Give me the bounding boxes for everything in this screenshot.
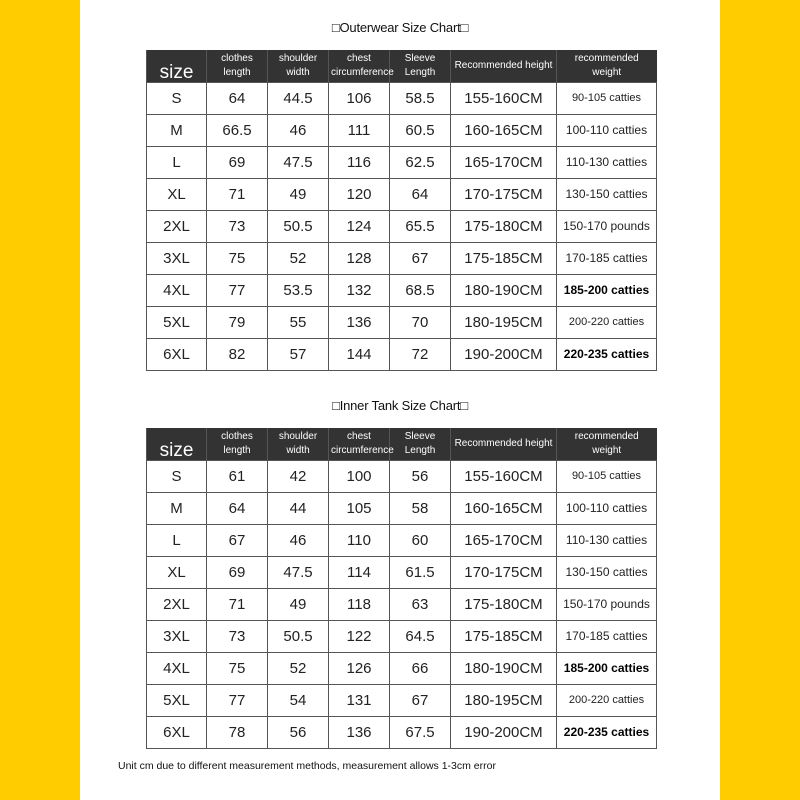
table-cell: 47.5 xyxy=(268,556,329,588)
table-cell: 71 xyxy=(207,588,268,620)
table-cell: 110-130 catties xyxy=(557,524,657,556)
table-cell: 52 xyxy=(268,242,329,274)
size-cell: S xyxy=(147,82,207,114)
table-cell: 73 xyxy=(207,210,268,242)
header-cell: Recommended height xyxy=(451,428,557,460)
table-cell: 49 xyxy=(268,588,329,620)
header-cell: recommended weight xyxy=(557,428,657,460)
table-row xyxy=(147,524,657,556)
table-cell: 52 xyxy=(268,652,329,684)
table-cell: 160-165CM xyxy=(451,114,557,146)
table-cell: 106 xyxy=(329,82,390,114)
table-cell: 44.5 xyxy=(268,82,329,114)
table-cell: 120 xyxy=(329,178,390,210)
outerwear-title: □Outerwear Size Chart□ xyxy=(331,20,469,35)
table-row xyxy=(147,178,657,210)
table-cell: 170-185 catties xyxy=(557,620,657,652)
table-cell: 150-170 pounds xyxy=(557,588,657,620)
table-cell: 61.5 xyxy=(390,556,451,588)
table-cell: 124 xyxy=(329,210,390,242)
table-cell: 46 xyxy=(268,524,329,556)
size-cell: 2XL xyxy=(147,210,207,242)
size-cell: 3XL xyxy=(147,242,207,274)
table-cell: 68.5 xyxy=(390,274,451,306)
table-cell: 58 xyxy=(390,492,451,524)
size-cell: M xyxy=(147,114,207,146)
table-cell: 57 xyxy=(268,338,329,370)
table-cell: 42 xyxy=(268,460,329,492)
header-cell: shoulder width xyxy=(268,50,329,82)
table-row xyxy=(147,274,657,306)
table-cell: 144 xyxy=(329,338,390,370)
table-cell: 73 xyxy=(207,620,268,652)
table-cell: 131 xyxy=(329,684,390,716)
table-cell: 122 xyxy=(329,620,390,652)
table-row xyxy=(147,684,657,716)
table-cell: 58.5 xyxy=(390,82,451,114)
measurement-note: Unit cm due to different measurement methods, measurement allows 1-3cm error xyxy=(118,760,496,772)
table-cell: 78 xyxy=(207,716,268,748)
size-cell: 3XL xyxy=(147,620,207,652)
header-cell: size xyxy=(147,428,207,460)
table-cell: 65.5 xyxy=(390,210,451,242)
table-cell: 66.5 xyxy=(207,114,268,146)
table-row xyxy=(147,556,657,588)
table-cell: 82 xyxy=(207,338,268,370)
header-cell: chest circumference xyxy=(329,428,390,460)
table-cell: 190-200CM xyxy=(451,338,557,370)
size-cell: XL xyxy=(147,556,207,588)
table-cell: 110 xyxy=(329,524,390,556)
table-cell: 150-170 pounds xyxy=(557,210,657,242)
header-cell: Sleeve Length xyxy=(390,428,451,460)
table-cell: 111 xyxy=(329,114,390,146)
size-cell: 5XL xyxy=(147,306,207,338)
table-row xyxy=(147,82,657,114)
size-cell: XL xyxy=(147,178,207,210)
table-cell: 79 xyxy=(207,306,268,338)
table-row xyxy=(147,242,657,274)
header-cell: clothes length xyxy=(207,50,268,82)
outerwear-size-table xyxy=(146,50,657,371)
table-cell: 64 xyxy=(390,178,451,210)
table-cell: 130-150 catties xyxy=(557,178,657,210)
size-cell: 6XL xyxy=(147,338,207,370)
table-cell: 128 xyxy=(329,242,390,274)
table-cell: 75 xyxy=(207,242,268,274)
table-cell: 47.5 xyxy=(268,146,329,178)
table-cell: 71 xyxy=(207,178,268,210)
size-cell: 4XL xyxy=(147,274,207,306)
table-cell: 200-220 catties xyxy=(557,684,657,716)
table-cell: 110-130 catties xyxy=(557,146,657,178)
table-cell: 77 xyxy=(207,274,268,306)
table-row xyxy=(147,588,657,620)
table-cell: 66 xyxy=(390,652,451,684)
table-cell: 100-110 catties xyxy=(557,114,657,146)
table-cell: 180-195CM xyxy=(451,306,557,338)
header-cell: size xyxy=(147,50,207,82)
table-row xyxy=(147,146,657,178)
size-cell: 6XL xyxy=(147,716,207,748)
table-cell: 155-160CM xyxy=(451,460,557,492)
table-cell: 60 xyxy=(390,524,451,556)
table-row xyxy=(147,338,657,370)
table-cell: 64.5 xyxy=(390,620,451,652)
size-cell: S xyxy=(147,460,207,492)
size-cell: L xyxy=(147,524,207,556)
table-cell: 175-185CM xyxy=(451,242,557,274)
header-cell: clothes length xyxy=(207,428,268,460)
table-cell: 165-170CM xyxy=(451,524,557,556)
table-header-row xyxy=(147,50,657,82)
table-cell: 56 xyxy=(268,716,329,748)
table-cell: 136 xyxy=(329,306,390,338)
table-cell: 67 xyxy=(207,524,268,556)
table-cell: 136 xyxy=(329,716,390,748)
header-cell: shoulder width xyxy=(268,428,329,460)
table-cell: 44 xyxy=(268,492,329,524)
table-row xyxy=(147,716,657,748)
table-cell: 90-105 catties xyxy=(557,82,657,114)
table-cell: 105 xyxy=(329,492,390,524)
table-cell: 62.5 xyxy=(390,146,451,178)
table-cell: 180-190CM xyxy=(451,274,557,306)
table-cell: 220-235 catties xyxy=(557,716,657,748)
table-cell: 77 xyxy=(207,684,268,716)
table-cell: 165-170CM xyxy=(451,146,557,178)
table-cell: 175-185CM xyxy=(451,620,557,652)
table-cell: 64 xyxy=(207,82,268,114)
table-cell: 200-220 catties xyxy=(557,306,657,338)
table-row xyxy=(147,306,657,338)
table-cell: 63 xyxy=(390,588,451,620)
table-row xyxy=(147,460,657,492)
table-cell: 190-200CM xyxy=(451,716,557,748)
table-cell: 67 xyxy=(390,684,451,716)
table-row xyxy=(147,114,657,146)
table-cell: 170-185 catties xyxy=(557,242,657,274)
table-cell: 46 xyxy=(268,114,329,146)
table-cell: 61 xyxy=(207,460,268,492)
table-cell: 132 xyxy=(329,274,390,306)
size-cell: 4XL xyxy=(147,652,207,684)
table-cell: 50.5 xyxy=(268,620,329,652)
table-cell: 220-235 catties xyxy=(557,338,657,370)
size-cell: L xyxy=(147,146,207,178)
header-cell: Sleeve Length xyxy=(390,50,451,82)
size-cell: M xyxy=(147,492,207,524)
inner-tank-size-table xyxy=(146,428,657,749)
table-cell: 180-195CM xyxy=(451,684,557,716)
table-row xyxy=(147,210,657,242)
header-cell: chest circumference xyxy=(329,50,390,82)
table-cell: 180-190CM xyxy=(451,652,557,684)
table-cell: 60.5 xyxy=(390,114,451,146)
table-cell: 126 xyxy=(329,652,390,684)
table-cell: 53.5 xyxy=(268,274,329,306)
table-cell: 170-175CM xyxy=(451,178,557,210)
inner-tank-title: □Inner Tank Size Chart□ xyxy=(332,398,468,413)
table-cell: 67 xyxy=(390,242,451,274)
table-cell: 185-200 catties xyxy=(557,652,657,684)
table-row xyxy=(147,492,657,524)
table-cell: 75 xyxy=(207,652,268,684)
table-cell: 100 xyxy=(329,460,390,492)
table-row xyxy=(147,620,657,652)
table-cell: 67.5 xyxy=(390,716,451,748)
table-cell: 69 xyxy=(207,556,268,588)
table-cell: 54 xyxy=(268,684,329,716)
table-cell: 175-180CM xyxy=(451,210,557,242)
table-cell: 170-175CM xyxy=(451,556,557,588)
table-cell: 69 xyxy=(207,146,268,178)
table-cell: 118 xyxy=(329,588,390,620)
table-cell: 55 xyxy=(268,306,329,338)
table-cell: 160-165CM xyxy=(451,492,557,524)
table-cell: 90-105 catties xyxy=(557,460,657,492)
table-cell: 49 xyxy=(268,178,329,210)
table-cell: 72 xyxy=(390,338,451,370)
table-cell: 100-110 catties xyxy=(557,492,657,524)
table-cell: 70 xyxy=(390,306,451,338)
table-cell: 114 xyxy=(329,556,390,588)
table-cell: 56 xyxy=(390,460,451,492)
table-cell: 116 xyxy=(329,146,390,178)
size-cell: 2XL xyxy=(147,588,207,620)
table-cell: 175-180CM xyxy=(451,588,557,620)
table-header-row xyxy=(147,428,657,460)
table-row xyxy=(147,652,657,684)
header-cell: recommended weight xyxy=(557,50,657,82)
table-cell: 185-200 catties xyxy=(557,274,657,306)
size-chart-panel xyxy=(80,0,720,800)
size-cell: 5XL xyxy=(147,684,207,716)
table-cell: 130-150 catties xyxy=(557,556,657,588)
table-cell: 155-160CM xyxy=(451,82,557,114)
table-cell: 50.5 xyxy=(268,210,329,242)
table-cell: 64 xyxy=(207,492,268,524)
header-cell: Recommended height xyxy=(451,50,557,82)
